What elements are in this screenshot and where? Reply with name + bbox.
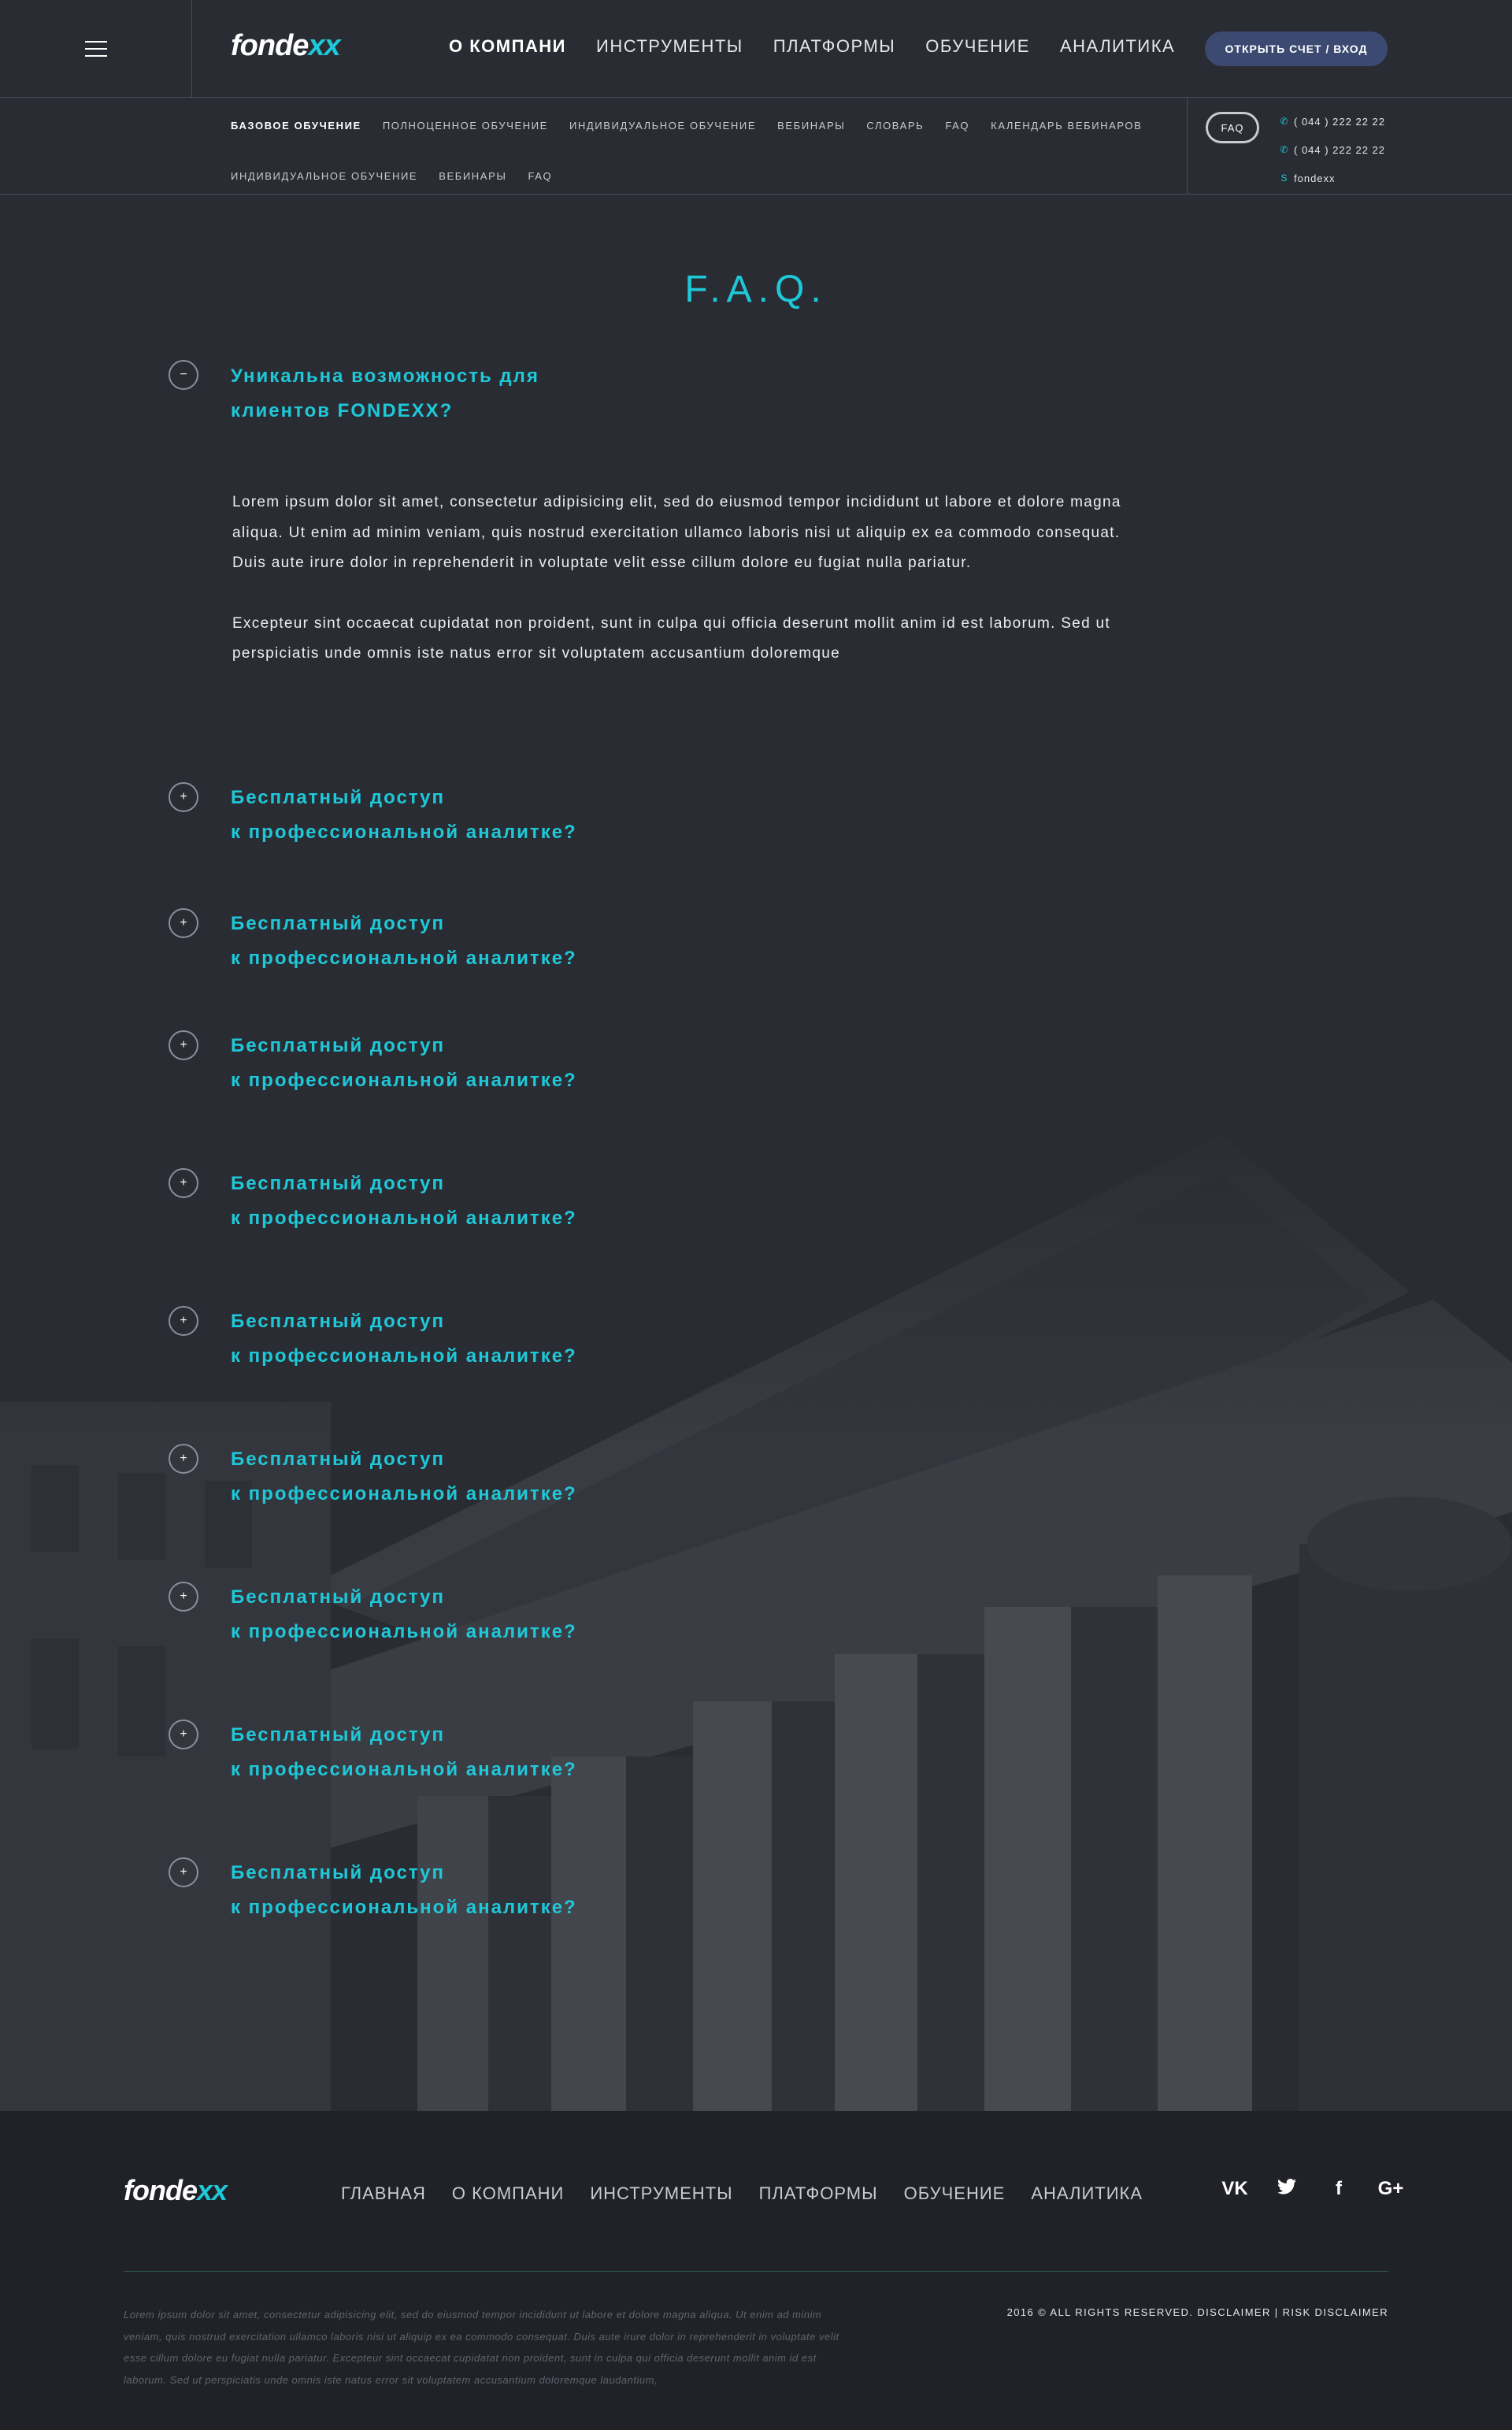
subnav-individual-education-2[interactable]: ИНДИВИДУАЛЬНОЕ ОБУЧЕНИЕ [231, 170, 418, 182]
collapse-toggle[interactable]: − [169, 360, 198, 390]
footer-nav-home[interactable]: ГЛАВНАЯ [341, 2183, 426, 2203]
expand-toggle[interactable]: + [169, 1306, 198, 1336]
nav-item-company[interactable]: О КОМПАНИ [449, 36, 566, 56]
footer-nav-analytics[interactable]: АНАЛИТИКА [1031, 2183, 1143, 2203]
subnav-dictionary[interactable]: СЛОВАРЬ [866, 120, 925, 132]
skype-icon: S [1280, 173, 1288, 184]
footer-divider [124, 2271, 1388, 2272]
phone-icon: ✆ [1280, 144, 1289, 155]
nav-item-analytics[interactable]: АНАЛИТИКА [1059, 36, 1176, 56]
footer-nav-education[interactable]: ОБУЧЕНИЕ [903, 2183, 1006, 2203]
education-subnav [231, 120, 1176, 183]
subnav-full-education[interactable]: ПОЛНОЦЕННОЕ ОБУЧЕНИЕ [382, 120, 548, 132]
footer-nav-platforms[interactable]: ПЛАТФОРМЫ [758, 2183, 878, 2203]
expand-toggle[interactable]: + [169, 1582, 198, 1612]
logo[interactable]: fondexx [231, 29, 340, 62]
social-links [1219, 2179, 1406, 2198]
vk-icon[interactable]: VK [1221, 2177, 1248, 2199]
subnav-webinars[interactable]: ВЕБИНАРЫ [777, 120, 846, 132]
copyright[interactable]: 2016 © ALL RIGHTS RESERVED. DISCLAIMER | RISK DISCLAIMER [1006, 2306, 1388, 2318]
phone-1[interactable]: ✆ ( 044 ) 222 22 22 [1280, 115, 1386, 128]
faq-answer: Lorem ipsum dolor sit amet, consectetur adipisicing elit, sed do eiusmod tempor incididunt ut labore et dolore magna aliqua. Ut enim ad minim veniam, quis nostrud exercitation ullamco laboris nisi ut aliquip ex ea commodo consequat. Duis aute irure dolor in reprehenderit in voluptate velit esse cillum dolore eu fugiat nulla pariatur. Excepteur sint occaecat cupidatat non proident, sunt in culpa qui officia deserunt mollit anim id est laborum. Sed ut perspiciatis unde omnis iste natus error sit voluptatem accusantium doloremque [232, 494, 1121, 662]
hamburger-icon [85, 41, 107, 57]
expand-toggle[interactable]: + [169, 782, 198, 812]
subnav-basic-education[interactable]: БАЗОВОЕ ОБУЧЕНИЕ [231, 120, 361, 132]
expand-toggle[interactable]: + [169, 1857, 198, 1887]
contacts [1280, 107, 1385, 192]
twitter-icon[interactable] [1271, 2179, 1303, 2198]
top-header [0, 0, 1512, 98]
faq-question[interactable]: Бесплатный доступ к профессиональной аналитке? [231, 1449, 577, 1504]
faq-question[interactable]: Уникальна возможность для клиентов FONDEXX? [231, 365, 539, 421]
faq-title: F.A.Q. [684, 269, 828, 310]
faq-question[interactable]: Бесплатный доступ к профессиональной аналитке? [231, 1724, 577, 1780]
subnav-individual-education[interactable]: ИНДИВИДУАЛЬНОЕ ОБУЧЕНИЕ [569, 120, 757, 132]
footer-logo[interactable]: fondexx [124, 2174, 228, 2206]
footer-nav [341, 2183, 1143, 2204]
footer-nav-instruments[interactable]: ИНСТРУМЕНТЫ [590, 2183, 733, 2203]
faq-question[interactable]: Бесплатный доступ к профессиональной аналитке? [231, 787, 577, 843]
subheader-divider [1187, 98, 1188, 195]
faq-question[interactable]: Бесплатный доступ к профессиональной аналитке? [231, 1586, 577, 1642]
sub-header [0, 98, 1512, 195]
subnav-faq[interactable]: FAQ [945, 120, 970, 132]
expand-toggle[interactable]: + [169, 1720, 198, 1749]
open-account-button[interactable]: ОТКРЫТЬ СЧЕТ / ВХОД [1205, 32, 1388, 66]
main-nav [449, 36, 1175, 57]
nav-item-instruments[interactable]: ИНСТРУМЕНТЫ [596, 36, 743, 56]
expand-toggle[interactable]: + [169, 1168, 198, 1198]
faq-question[interactable]: Бесплатный доступ к профессиональной аналитке? [231, 1035, 577, 1091]
faq-question[interactable]: Бесплатный доступ к профессиональной аналитке? [231, 913, 577, 969]
subnav-webinars-2[interactable]: ВЕБИНАРЫ [439, 170, 507, 182]
phone-icon: ✆ [1280, 116, 1289, 127]
footer [0, 2111, 1512, 2430]
faq-badge-button[interactable]: FAQ [1206, 112, 1259, 143]
subnav-faq-2[interactable]: FAQ [528, 170, 553, 182]
footer-nav-company[interactable]: О КОМПАНИ [451, 2183, 565, 2203]
faq-question[interactable]: Бесплатный доступ к профессиональной аналитке? [231, 1311, 577, 1367]
subnav-webinar-calendar[interactable]: КАЛЕНДАРЬ ВЕБИНАРОВ [991, 120, 1143, 132]
faq-question[interactable]: Бесплатный доступ к профессиональной аналитке? [231, 1862, 577, 1918]
facebook-icon[interactable]: f [1336, 2177, 1342, 2199]
faq-question[interactable]: Бесплатный доступ к профессиональной аналитке? [231, 1173, 577, 1229]
google-plus-icon[interactable]: G+ [1377, 2177, 1404, 2199]
nav-item-education[interactable]: ОБУЧЕНИЕ [925, 36, 1030, 56]
phone-2[interactable]: ✆ ( 044 ) 222 22 22 [1280, 143, 1386, 156]
skype-contact[interactable]: S fondexx [1280, 172, 1336, 184]
nav-item-platforms[interactable]: ПЛАТФОРМЫ [773, 36, 896, 56]
menu-button[interactable] [0, 0, 192, 98]
expand-toggle[interactable]: + [169, 1030, 198, 1060]
expand-toggle[interactable]: + [169, 1444, 198, 1474]
footer-disclaimer-text: Lorem ipsum dolor sit amet, consectetur adipisicing elit, sed do eiusmod tempor incididunt ut labore et dolore magna aliqua. Ut enim ad minim veniam, quis nostrud exercitation ullamco laboris nisi ut aliquip ex ea commodo consequat. Duis aute irure dolor in reprehenderit in voluptate velit esse cillum dolore eu fugiat nulla pariatur. Excepteur sint occaecat cupidatat non proident, sunt in culpa qui officia deserunt mollit anim id est laborum. Sed ut perspiciatis unde omnis iste natus error sit voluptatem accusantium doloremque laudantium, [124, 2309, 839, 2386]
expand-toggle[interactable]: + [169, 908, 198, 938]
